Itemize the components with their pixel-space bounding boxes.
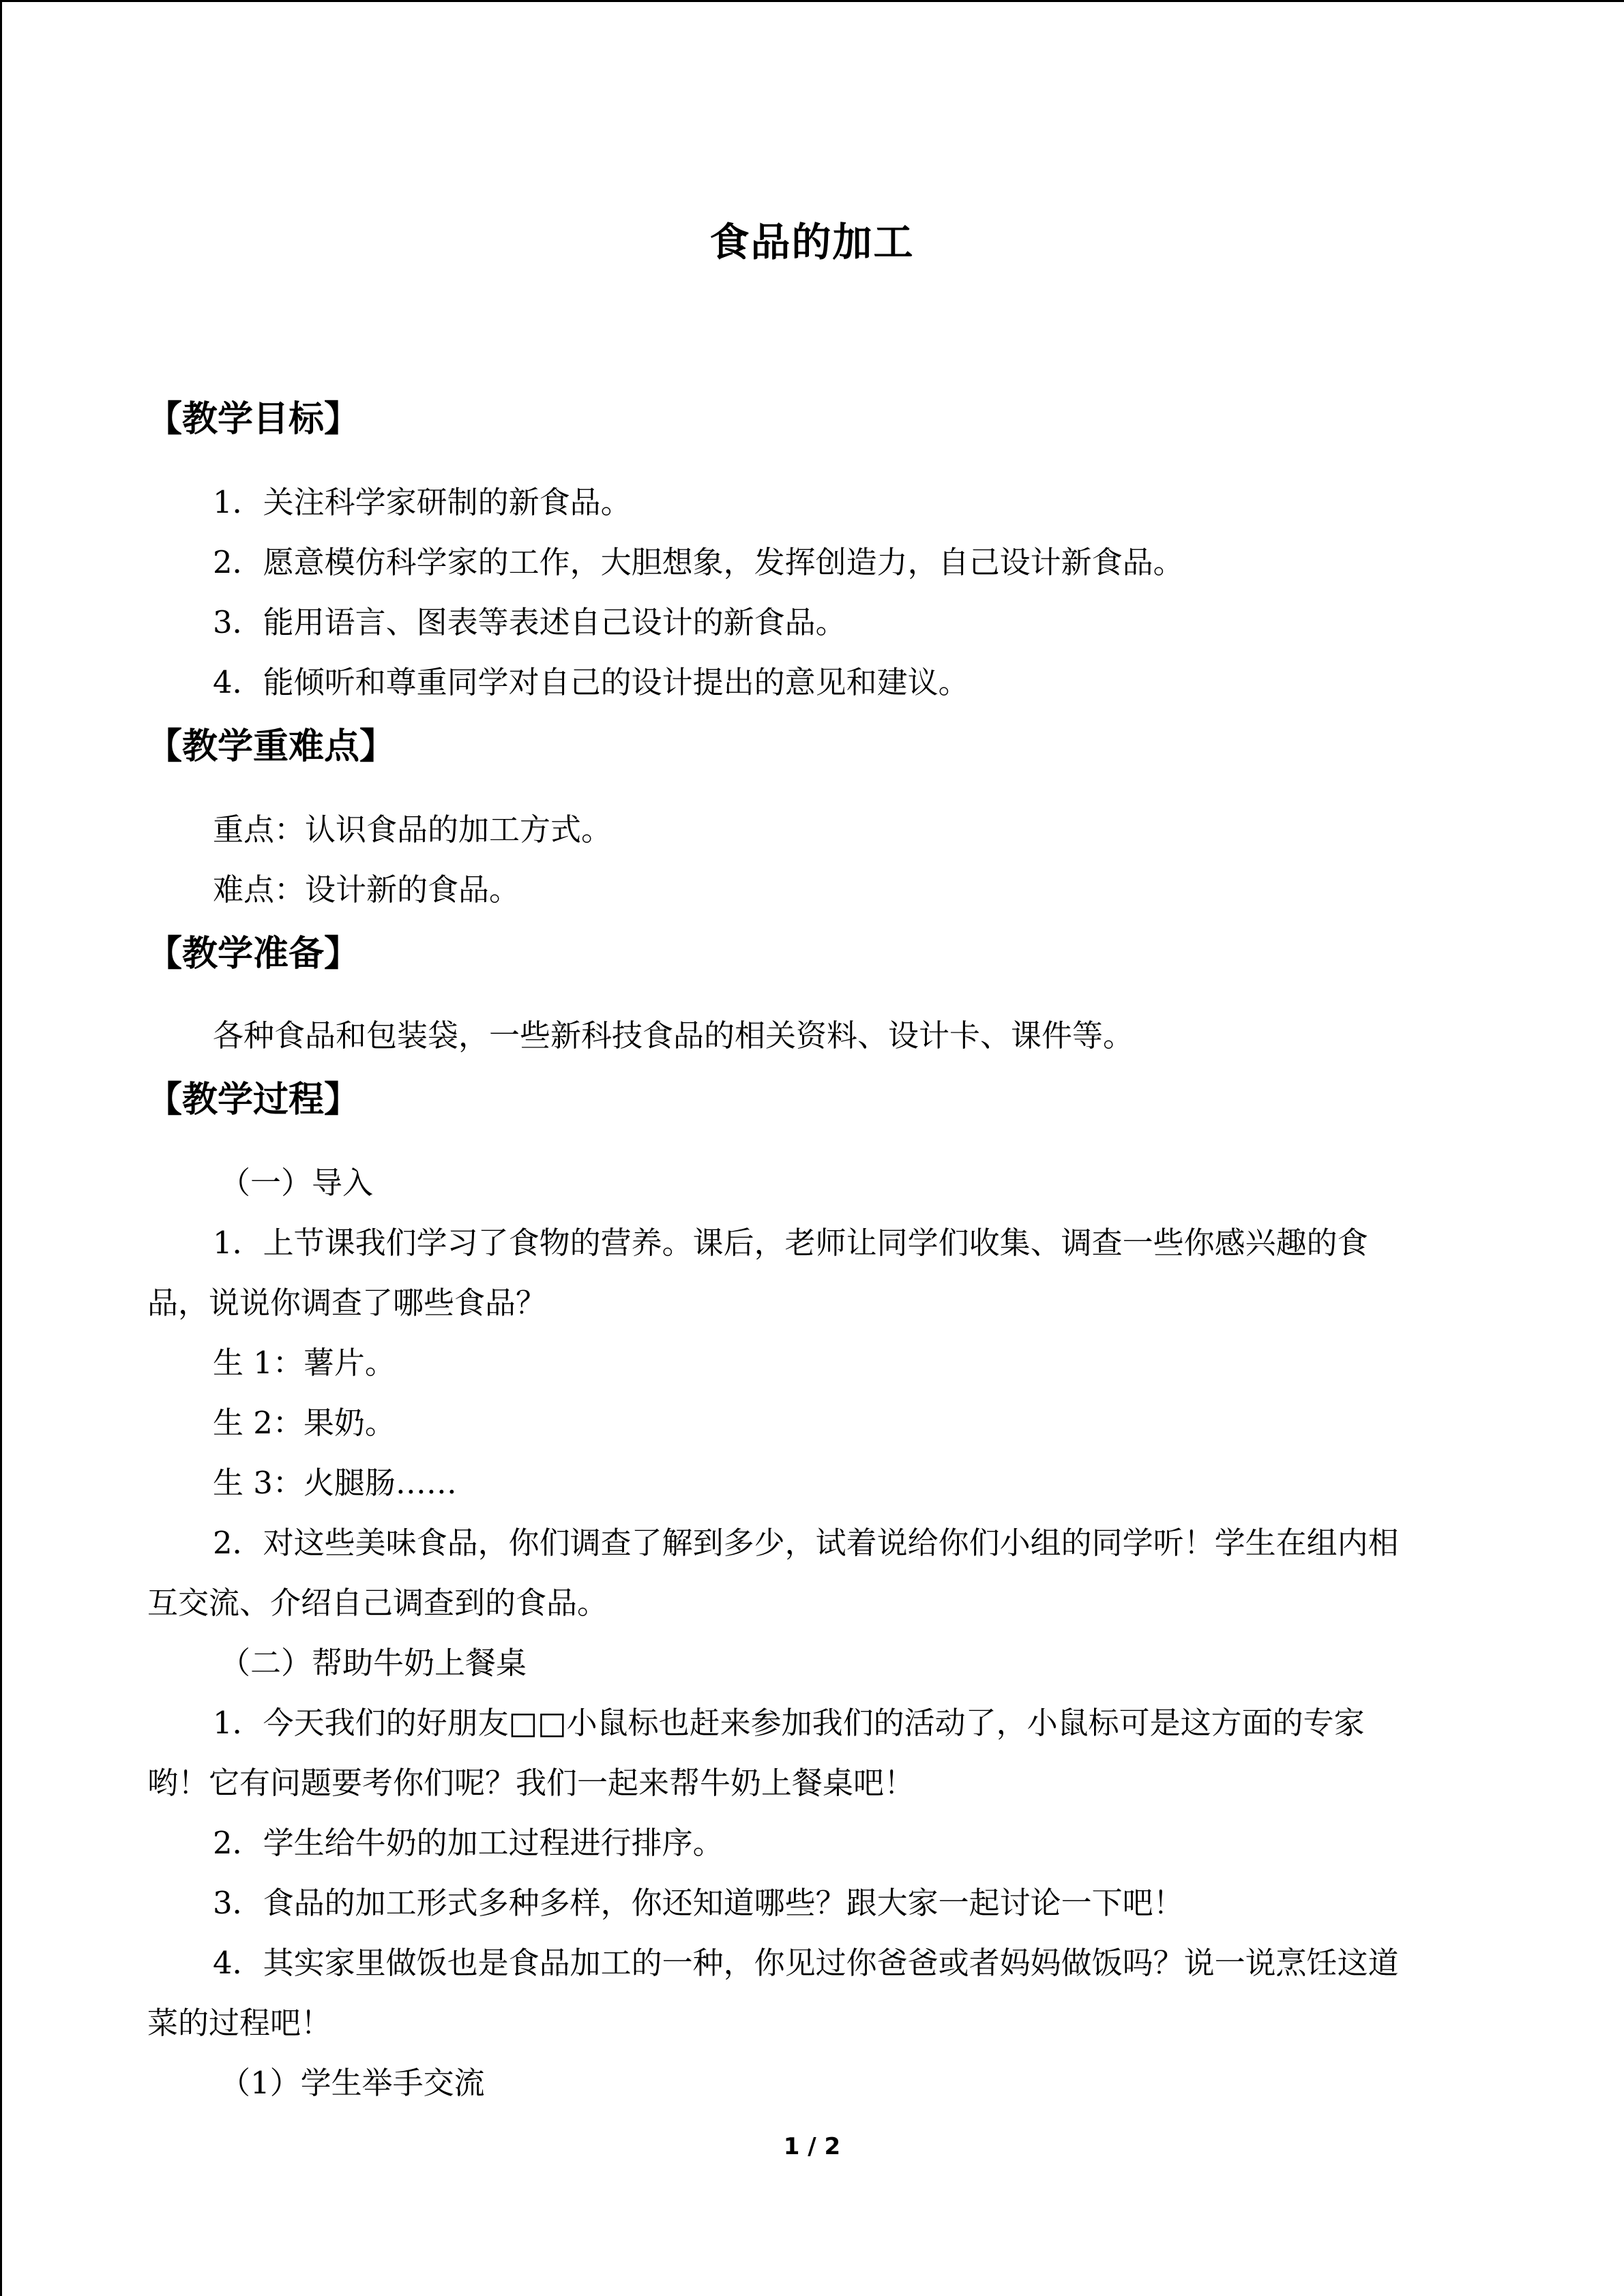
process-line: 品，说说你调查了哪些食品？	[147, 1285, 547, 1321]
process-line: （1）学生举手交流	[220, 2065, 485, 2101]
document-title: 食品的加工	[709, 219, 915, 265]
section-heading-objectives: 【教学目标】	[147, 399, 360, 440]
key-point-item: 重点：认识食品的加工方式。	[213, 811, 612, 848]
objective-item: 2．愿意模仿科学家的工作，大胆想象，发挥创造力，自己设计新食品。	[213, 544, 1184, 580]
objective-item: 1．关注科学家研制的新食品。	[213, 484, 632, 520]
process-line: 菜的过程吧！	[147, 2005, 332, 2041]
process-line: 3．食品的加工形式多种多样，你还知道哪些？跟大家一起讨论一下吧！	[213, 1885, 1184, 1921]
key-point-item: 难点：设计新的食品。	[213, 871, 520, 908]
process-subheading: （一）导入	[220, 1165, 374, 1201]
preparation-item: 各种食品和包装袋，一些新科技食品的相关资料、设计卡、课件等。	[213, 1017, 1134, 1054]
page-number: 1 / 2	[783, 2133, 841, 2160]
section-heading-preparation: 【教学准备】	[147, 934, 360, 974]
process-subheading: （二）帮助牛奶上餐桌	[220, 1645, 527, 1681]
process-line: 2．学生给牛奶的加工过程进行排序。	[213, 1825, 724, 1861]
process-line: 生 1：薯片。	[213, 1345, 396, 1381]
section-heading-process: 【教学过程】	[147, 1079, 360, 1120]
objective-item: 3．能用语言、图表等表述自己设计的新食品。	[213, 604, 846, 640]
process-line: 2．对这些美味食品，你们调查了解到多少，试着说给你们小组的同学听！学生在组内相	[213, 1525, 1399, 1561]
objective-item: 4．能倾听和尊重同学对自己的设计提出的意见和建议。	[213, 664, 969, 700]
process-line: 生 3：火腿肠……	[213, 1465, 457, 1501]
process-line: 1．今天我们的好朋友□□小鼠标也赶来参加我们的活动了，小鼠标可是这方面的专家	[213, 1705, 1365, 1741]
process-line: 1．上节课我们学习了食物的营养。课后，老师让同学们收集、调查一些你感兴趣的食	[213, 1225, 1368, 1261]
process-line: 互交流、介绍自己调查到的食品。	[147, 1585, 608, 1621]
section-heading-key-points: 【教学重难点】	[147, 726, 396, 767]
process-line: 4．其实家里做饭也是食品加工的一种，你见过你爸爸或者妈妈做饭吗？说一说烹饪这道	[213, 1945, 1399, 1981]
process-line: 生 2：果奶。	[213, 1405, 396, 1441]
process-line: 哟！它有问题要考你们呢？我们一起来帮牛奶上餐桌吧！	[147, 1765, 915, 1801]
